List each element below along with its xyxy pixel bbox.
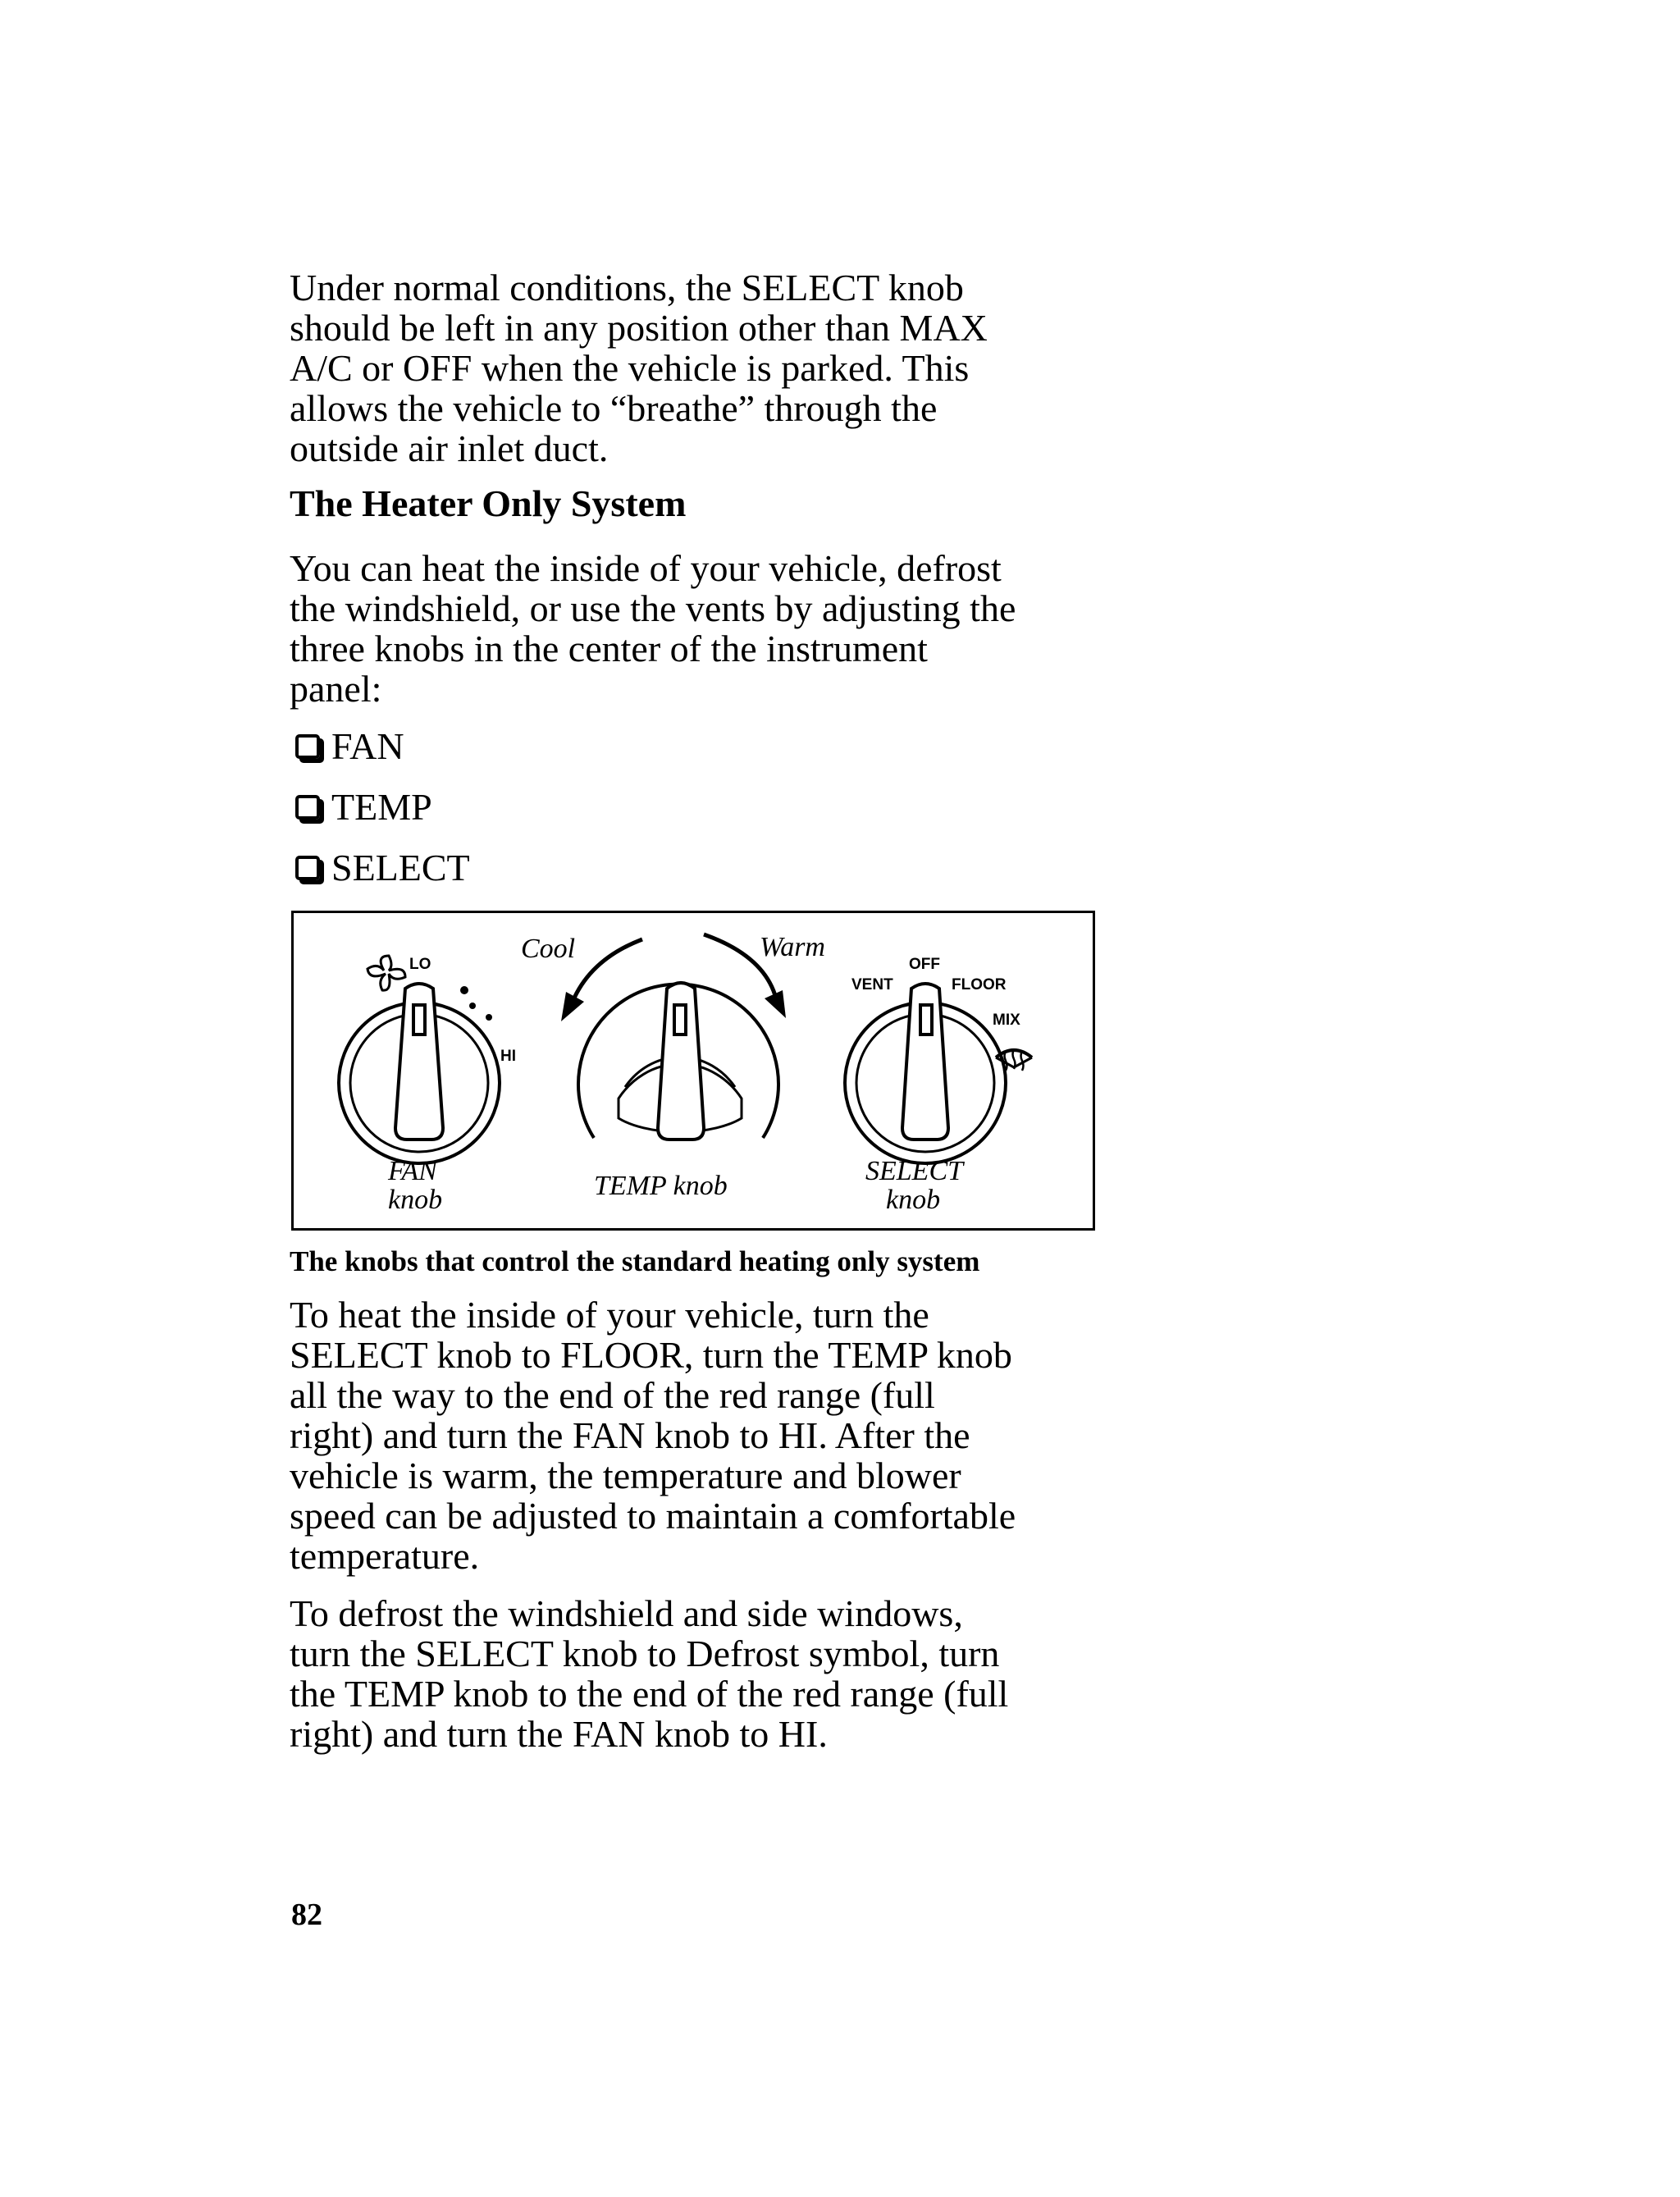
- text-line: You can heat the inside of your vehicle, defrost: [290, 547, 1002, 589]
- defrost-icon: [996, 1049, 1032, 1071]
- text-line: vehicle is warm, the temperature and blower: [290, 1455, 961, 1496]
- select-mix-label: MIX: [993, 1012, 1020, 1029]
- defrost-paragraph: [290, 1593, 1008, 1754]
- temp-knob: [578, 983, 778, 1140]
- text-line: turn the SELECT knob to Defrost symbol, turn: [290, 1633, 1000, 1674]
- select-knob-label-2: knob: [886, 1185, 941, 1215]
- text-line: SELECT knob to FLOOR, turn the TEMP knob: [290, 1334, 1012, 1376]
- fan-knob-label: FAN: [388, 1156, 437, 1186]
- select-knob-label: SELECT: [865, 1156, 964, 1186]
- cool-label: Cool: [521, 934, 576, 964]
- text-line: To heat the inside of your vehicle, turn the: [290, 1294, 929, 1336]
- text-line: three knobs in the center of the instrument: [290, 628, 928, 669]
- text-line: all the way to the end of the red range (full: [290, 1374, 935, 1416]
- text-line: A/C or OFF when the vehicle is parked. This: [290, 347, 970, 389]
- heater-paragraph: [290, 548, 1016, 709]
- text-line: panel:: [290, 668, 382, 710]
- bullet-item-select: [295, 847, 470, 889]
- bullet-label: TEMP: [331, 786, 432, 828]
- fan-icon: [368, 956, 405, 990]
- fan-knob: [339, 984, 500, 1163]
- bullet-label: FAN: [331, 725, 404, 767]
- text-line: should be left in any position other than MAX: [290, 307, 988, 349]
- checkbox-bullet-icon: [295, 734, 320, 759]
- text-line: speed can be adjusted to maintain a comfortable: [290, 1495, 1016, 1537]
- page-number: 82: [291, 1898, 322, 1932]
- text-line: right) and turn the FAN knob to HI. After the: [290, 1414, 970, 1456]
- bullet-item-temp: [295, 786, 432, 829]
- text-line: Under normal conditions, the SELECT knob: [290, 267, 964, 308]
- select-vent-label: VENT: [851, 976, 893, 993]
- text-line: allows the vehicle to “breathe” through the: [290, 387, 938, 429]
- checkbox-bullet-icon: [295, 795, 320, 820]
- text-line: temperature.: [290, 1535, 480, 1577]
- text-line: the windshield, or use the vents by adjusting the: [290, 587, 1016, 629]
- select-off-label: OFF: [909, 956, 940, 973]
- text-line: the TEMP knob to the end of the red range (full: [290, 1673, 1009, 1715]
- temp-knob-label: TEMP knob: [594, 1171, 728, 1201]
- text-line: outside air inlet duct.: [290, 427, 609, 469]
- knobs-diagram: [291, 911, 1095, 1231]
- intro-paragraph: [290, 267, 988, 468]
- select-floor-label: FLOOR: [952, 976, 1007, 993]
- text-line: right) and turn the FAN knob to HI.: [290, 1713, 828, 1755]
- warm-label: Warm: [760, 932, 825, 962]
- fan-hi-label: HI: [500, 1048, 516, 1065]
- checkbox-bullet-icon: [295, 856, 320, 880]
- text-line: To defrost the windshield and side windows,: [290, 1592, 963, 1634]
- select-knob: [845, 984, 1006, 1163]
- bullet-label: SELECT: [331, 847, 470, 888]
- fan-lo-label: LO: [409, 956, 431, 973]
- heat-paragraph: [290, 1295, 1016, 1576]
- fan-knob-label-2: knob: [388, 1185, 443, 1215]
- figure-caption: The knobs that control the standard heating only system: [290, 1245, 980, 1277]
- section-heading: The Heater Only System: [290, 482, 687, 524]
- bullet-item-fan: [295, 725, 404, 768]
